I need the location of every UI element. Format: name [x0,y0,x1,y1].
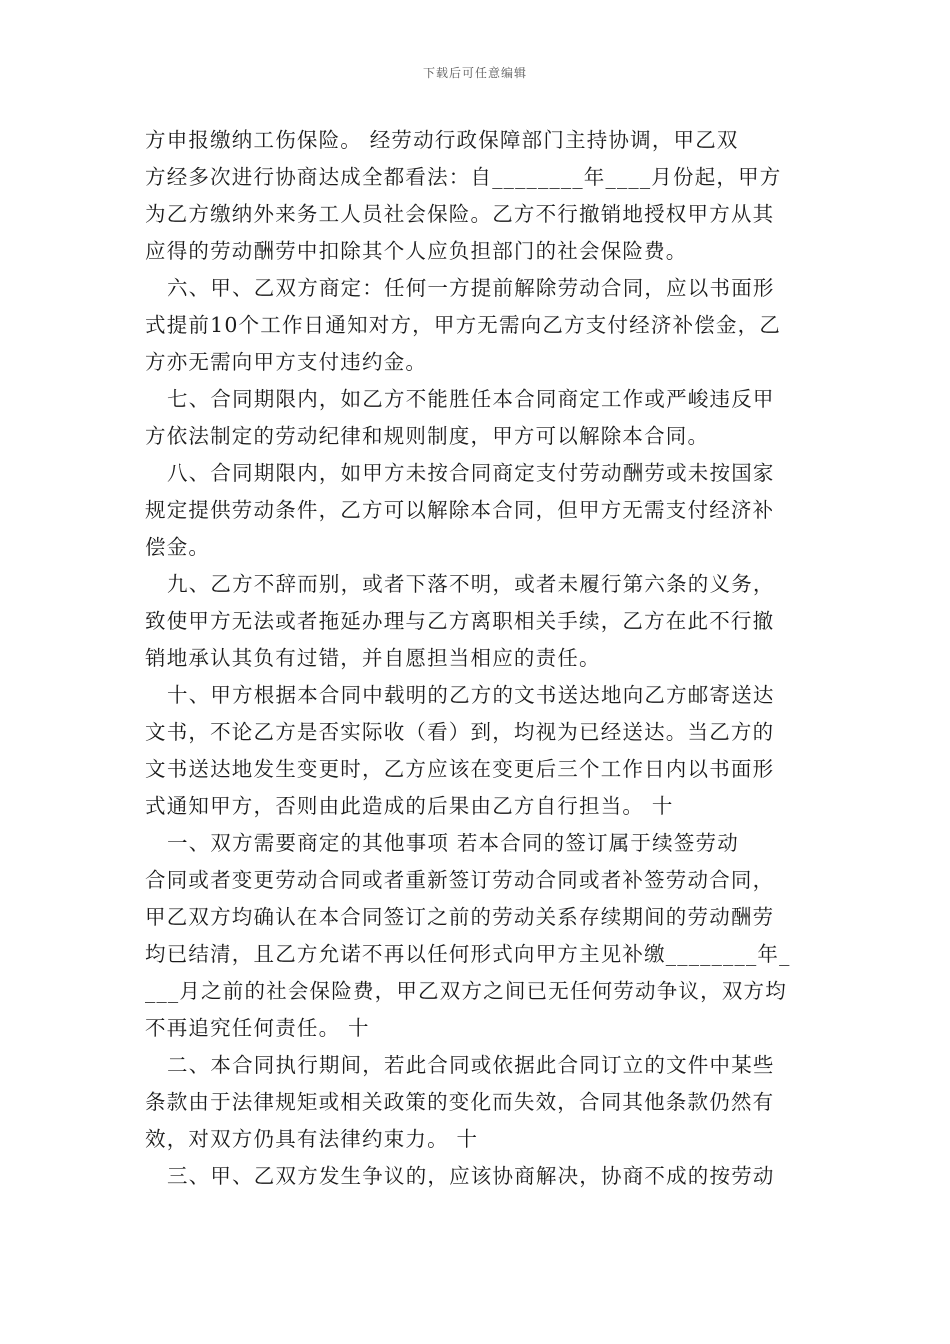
text-line: 七、合同期限内，如乙方不能胜任本合同商定工作或严峻违反甲 [167,387,775,411]
text-line: 式通知甲方，否则由此造成的后果由乙方自行担当。 十 [145,794,674,818]
text-line: 为乙方缴纳外来务工人员社会保险。乙方不行撤销地授权甲方从其 [145,202,775,226]
text-line: 均已结清，且乙方允诺不再以任何形式向甲方主见补缴________年_ [145,942,791,966]
text-line: 式提前10个工作日通知对方，甲方无需向乙方支付经济补偿金，乙 [145,313,782,337]
text-line: 二、本合同执行期间，若此合同或依据此合同订立的文件中某些 [167,1053,775,1077]
text-line: ___月之前的社会保险费，甲乙双方之间已无任何劳动争议，双方均 [145,979,787,1003]
text-line: 方经多次进行协商达成全都看法：自________年____月份起，甲方 [145,165,782,189]
page-header: 下载后可任意编辑 [422,66,527,80]
text-line: 三、甲、乙双方发生争议的，应该协商解决，协商不成的按劳动 [167,1164,775,1188]
text-line: 偿金。 [145,535,211,559]
text-line: 六、甲、乙双方商定：任何一方提前解除劳动合同，应以书面形 [167,276,775,300]
text-line: 方亦无需向甲方支付违约金。 [145,350,428,374]
text-line: 八、合同期限内，如甲方未按合同商定支付劳动酬劳或未按国家 [167,461,775,485]
text-line: 文书送达地发生变更时，乙方应该在变更后三个工作日内以书面形 [145,757,775,781]
text-line: 十、甲方根据本合同中载明的乙方的文书送达地向乙方邮寄送达 [167,683,775,707]
text-line: 条款由于法律规矩或相关政策的变化而失效，合同其他条款仍然有 [145,1090,775,1114]
text-line: 九、乙方不辞而别，或者下落不明，或者未履行第六条的义务， [167,572,775,596]
text-line: 甲乙双方均确认在本合同签订之前的劳动关系存续期间的劳动酬劳 [145,905,775,929]
text-line: 合同或者变更劳动合同或者重新签订劳动合同或者补签劳动合同， [145,868,775,892]
text-line: 销地承认其负有过错，并自愿担当相应的责任。 [145,646,601,670]
text-line: 方申报缴纳工伤保险。 经劳动行政保障部门主持协调，甲乙双 [145,128,739,152]
text-line: 效，对双方仍具有法律约束力。 十 [145,1127,479,1151]
text-line: 不再追究任何责任。 十 [145,1016,370,1040]
text-line: 致使甲方无法或者拖延办理与乙方离职相关手续，乙方在此不行撤 [145,609,775,633]
text-line: 方依法制定的劳动纪律和规则制度，甲方可以解除本合同。 [145,424,710,448]
text-line: 文书，不论乙方是否实际收（看）到，均视为已经送达。当乙方的 [145,720,775,744]
text-line: 应得的劳动酬劳中扣除其个人应负担部门的社会保险费。 [145,239,688,263]
text-line: 一、双方需要商定的其他事项 若本合同的签订属于续签劳动 [167,831,739,855]
text-line: 规定提供劳动条件，乙方可以解除本合同，但甲方无需支付经济补 [145,498,775,522]
contract-body [145,122,810,1195]
